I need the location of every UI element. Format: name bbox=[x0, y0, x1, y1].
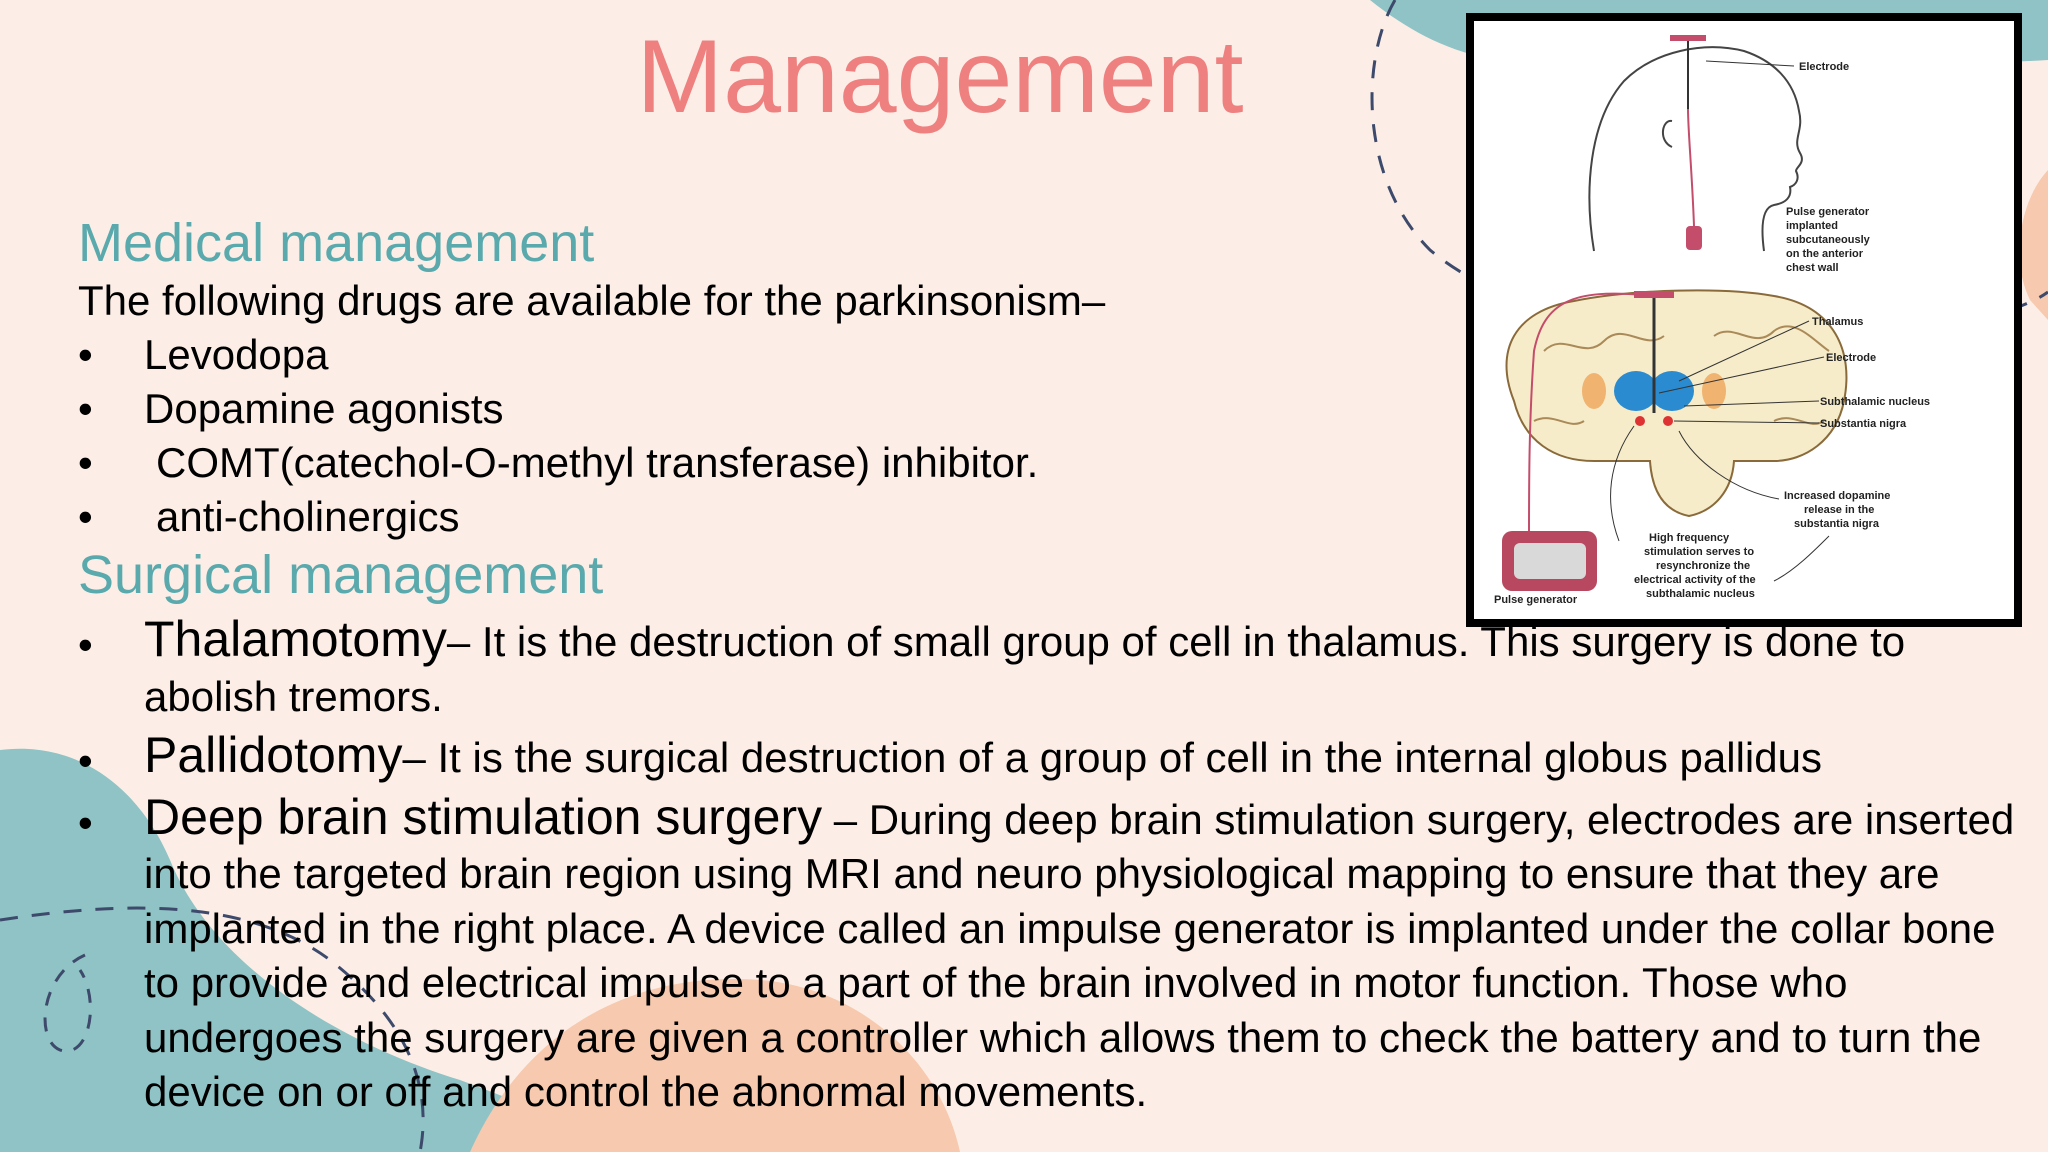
label-pulse-gen-note-1: Pulse generator bbox=[1786, 206, 1870, 218]
bullet: • bbox=[78, 331, 93, 378]
list-item bbox=[78, 790, 2018, 1120]
label-hf-1: High frequency bbox=[1649, 532, 1730, 544]
label-hf-3: resynchronize the bbox=[1656, 560, 1751, 572]
label-thalamus: Thalamus bbox=[1812, 316, 1864, 328]
medical-heading: Medical management bbox=[78, 213, 595, 273]
surgical-heading: Surgical management bbox=[78, 545, 604, 605]
label-pulse-gen-note-5: chest wall bbox=[1786, 262, 1839, 274]
label-subthalamic: Subthalamic nucleus bbox=[1820, 396, 1931, 408]
label-dopamine-2: release in the bbox=[1804, 504, 1875, 516]
bullet: • bbox=[78, 439, 93, 486]
list-item bbox=[78, 728, 2018, 786]
slide-title: Management bbox=[636, 19, 1244, 135]
list-item: • Levodopa bbox=[78, 328, 2028, 382]
surgery-list bbox=[78, 612, 2028, 1120]
label-pulse-gen-note-3: subcutaneously bbox=[1786, 234, 1870, 246]
bullet: • bbox=[78, 385, 93, 432]
surgery-term: Pallidotomy bbox=[144, 727, 403, 783]
list-item: • Dopamine agonists bbox=[78, 382, 2028, 436]
label-pulse-gen-note-2: implanted bbox=[1786, 220, 1838, 232]
medical-intro: The following drugs are available for the parkinsonism– bbox=[78, 277, 1106, 324]
surgery-term: Thalamotomy bbox=[144, 611, 447, 667]
label-pulse-gen-note-4: on the anterior bbox=[1786, 248, 1864, 260]
head-lead bbox=[1688, 109, 1694, 226]
bullet: • bbox=[78, 798, 93, 846]
label-dopamine-1: Increased dopamine bbox=[1784, 490, 1891, 502]
label-hf-2: stimulation serves to bbox=[1644, 546, 1755, 558]
label-hf-4: electrical activity of the bbox=[1634, 574, 1756, 586]
label-substantia: Substantia nigra bbox=[1820, 418, 1907, 430]
bullet: • bbox=[78, 621, 93, 668]
surgery-term: Deep brain stimulation surgery bbox=[144, 788, 823, 845]
slide-content bbox=[78, 212, 2028, 1120]
drug-list bbox=[78, 328, 2028, 544]
surgery-desc: – It is the surgical destruction of a group of cell in the internal globus pallidus bbox=[402, 734, 1822, 781]
label-electrode: Electrode bbox=[1826, 352, 1877, 364]
surgery-desc: – It is the destruction of small group of cell in thalamus. This surgery is done to abolish tremors. bbox=[144, 618, 1906, 720]
label-pulse-generator: Pulse generator bbox=[1494, 594, 1578, 606]
label-electrode-top: Electrode bbox=[1799, 61, 1850, 73]
bullet: • bbox=[78, 737, 93, 784]
surgery-desc: – During deep brain stimulation surgery, electrodes are inserted into the targeted brain region using MRI and neuro physiological mapping to ensure that they are implanted in the right place. A device called an impulse generator is implanted under the collar bone to provide and electrical impulse to a part of the brain involved in motor function. Those who undergoes the surgery are given a controller which allows them to check the battery and to turn the device on or off and control the abnormal movements. bbox=[144, 795, 2015, 1115]
label-dopamine-3: substantia nigra bbox=[1794, 518, 1879, 530]
ear bbox=[1663, 121, 1672, 147]
list-item bbox=[78, 612, 2018, 724]
label-hf-5: subthalamic nucleus bbox=[1646, 588, 1755, 600]
list-item: • anti-cholinergics bbox=[78, 490, 2028, 544]
bullet: • bbox=[78, 493, 93, 540]
list-item: • COMT(catechol-O-methyl transferase) inhibitor. bbox=[78, 436, 2028, 490]
